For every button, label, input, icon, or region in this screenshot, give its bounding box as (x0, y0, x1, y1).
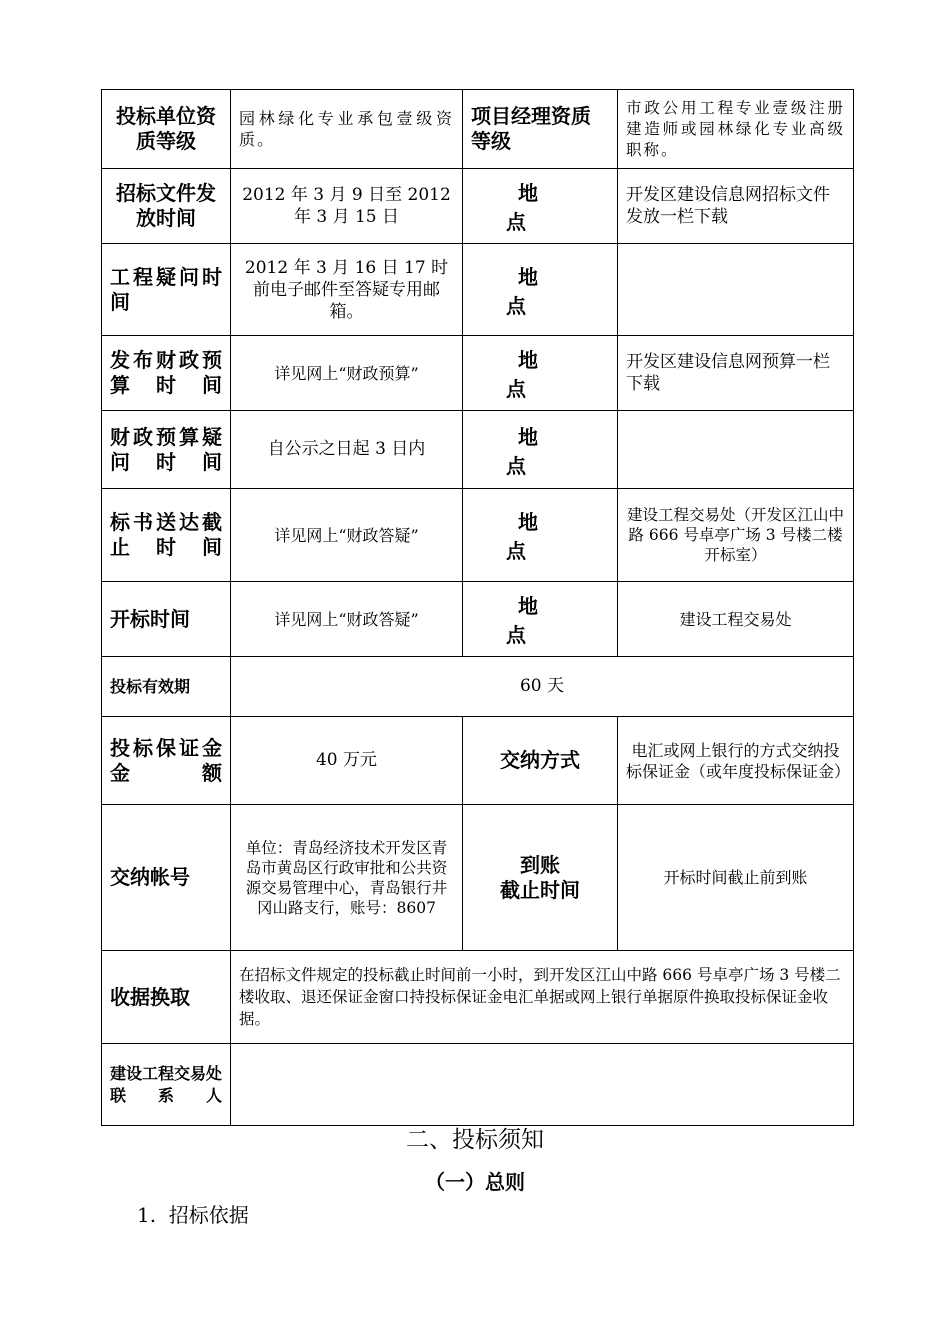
list-item: 1. 招标依据 (137, 1203, 249, 1227)
row-value: 60 天 (231, 657, 854, 717)
row-label: 开标时间 (102, 582, 231, 657)
row-value: 电汇或网上银行的方式交纳投标保证金（或年度投标保证金） (618, 717, 854, 805)
row-label: 财政预算疑问时间 (102, 411, 231, 489)
row-label: 地点 (463, 582, 618, 657)
table-row (102, 582, 854, 657)
table-row (102, 1044, 854, 1126)
row-label: 投标单位资质等级 (102, 90, 231, 169)
row-label: 项目经理资质等级 (463, 90, 618, 169)
row-label: 发布财政预算时间 (102, 336, 231, 411)
table-row (102, 244, 854, 336)
row-value: 2012 年 3 月 16 日 17 时前电子邮件至答疑专用邮箱。 (231, 244, 463, 336)
row-label: 到账 截止时间 (463, 805, 618, 951)
row-value (618, 411, 854, 489)
row-label: 招标文件发放时间 (102, 169, 231, 244)
row-value: 开发区建设信息网预算一栏下载 (618, 336, 854, 411)
table-row (102, 489, 854, 582)
row-value: 建设工程交易处 (618, 582, 854, 657)
table-row (102, 411, 854, 489)
section-title: 二、投标须知 (406, 1127, 544, 1153)
row-value (618, 244, 854, 336)
table-row (102, 717, 854, 805)
row-label: 收据换取 (102, 951, 231, 1044)
row-label: 地点 (463, 169, 618, 244)
row-label: 地点 (463, 411, 618, 489)
row-value: 详见网上“财政答疑” (231, 489, 463, 582)
row-value: 园林绿化专业承包壹级资质。 (231, 90, 463, 169)
row-value: 2012 年 3 月 9 日至 2012 年 3 月 15 日 (231, 169, 463, 244)
row-label: 工程疑问时间 (102, 244, 231, 336)
table-row (102, 951, 854, 1044)
row-label: 标书送达截止时间 (102, 489, 231, 582)
row-label: 建设工程交易处联系人 (102, 1044, 231, 1126)
tender-info-table (101, 89, 854, 1126)
table-row (102, 336, 854, 411)
table-row (102, 805, 854, 951)
row-label: 地点 (463, 336, 618, 411)
table-row (102, 90, 854, 169)
row-label: 交纳帐号 (102, 805, 231, 951)
row-label: 投标有效期 (102, 657, 231, 717)
row-value (231, 1044, 854, 1126)
row-value: 详见网上“财政预算” (231, 336, 463, 411)
table-row (102, 657, 854, 717)
row-value: 自公示之日起 3 日内 (231, 411, 463, 489)
table-row (102, 169, 854, 244)
row-value: 详见网上“财政答疑” (231, 582, 463, 657)
row-value: 开标时间截止前到账 (618, 805, 854, 951)
row-label: 地点 (463, 244, 618, 336)
row-value: 市政公用工程专业壹级注册建造师或园林绿化专业高级职称。 (618, 90, 854, 169)
row-value: 开发区建设信息网招标文件发放一栏下载 (618, 169, 854, 244)
row-value: 建设工程交易处（开发区江山中路 666 号卓亭广场 3 号楼二楼开标室） (618, 489, 854, 582)
row-value: 单位：青岛经济技术开发区青岛市黄岛区行政审批和公共资源交易管理中心，青岛银行井冈山路支行，账号：8607 (231, 805, 463, 951)
subsection-title: （一）总则 (425, 1170, 525, 1194)
row-value: 40 万元 (231, 717, 463, 805)
row-label: 地点 (463, 489, 618, 582)
row-value: 在招标文件规定的投标截止时间前一小时，到开发区江山中路 666 号卓亭广场 3 号楼二楼收取、退还保证金窗口持投标保证金电汇单据或网上银行单据原件换取投标保证金收据。 (231, 951, 854, 1044)
row-label: 投标保证金金额 (102, 717, 231, 805)
row-label: 交纳方式 (463, 717, 618, 805)
